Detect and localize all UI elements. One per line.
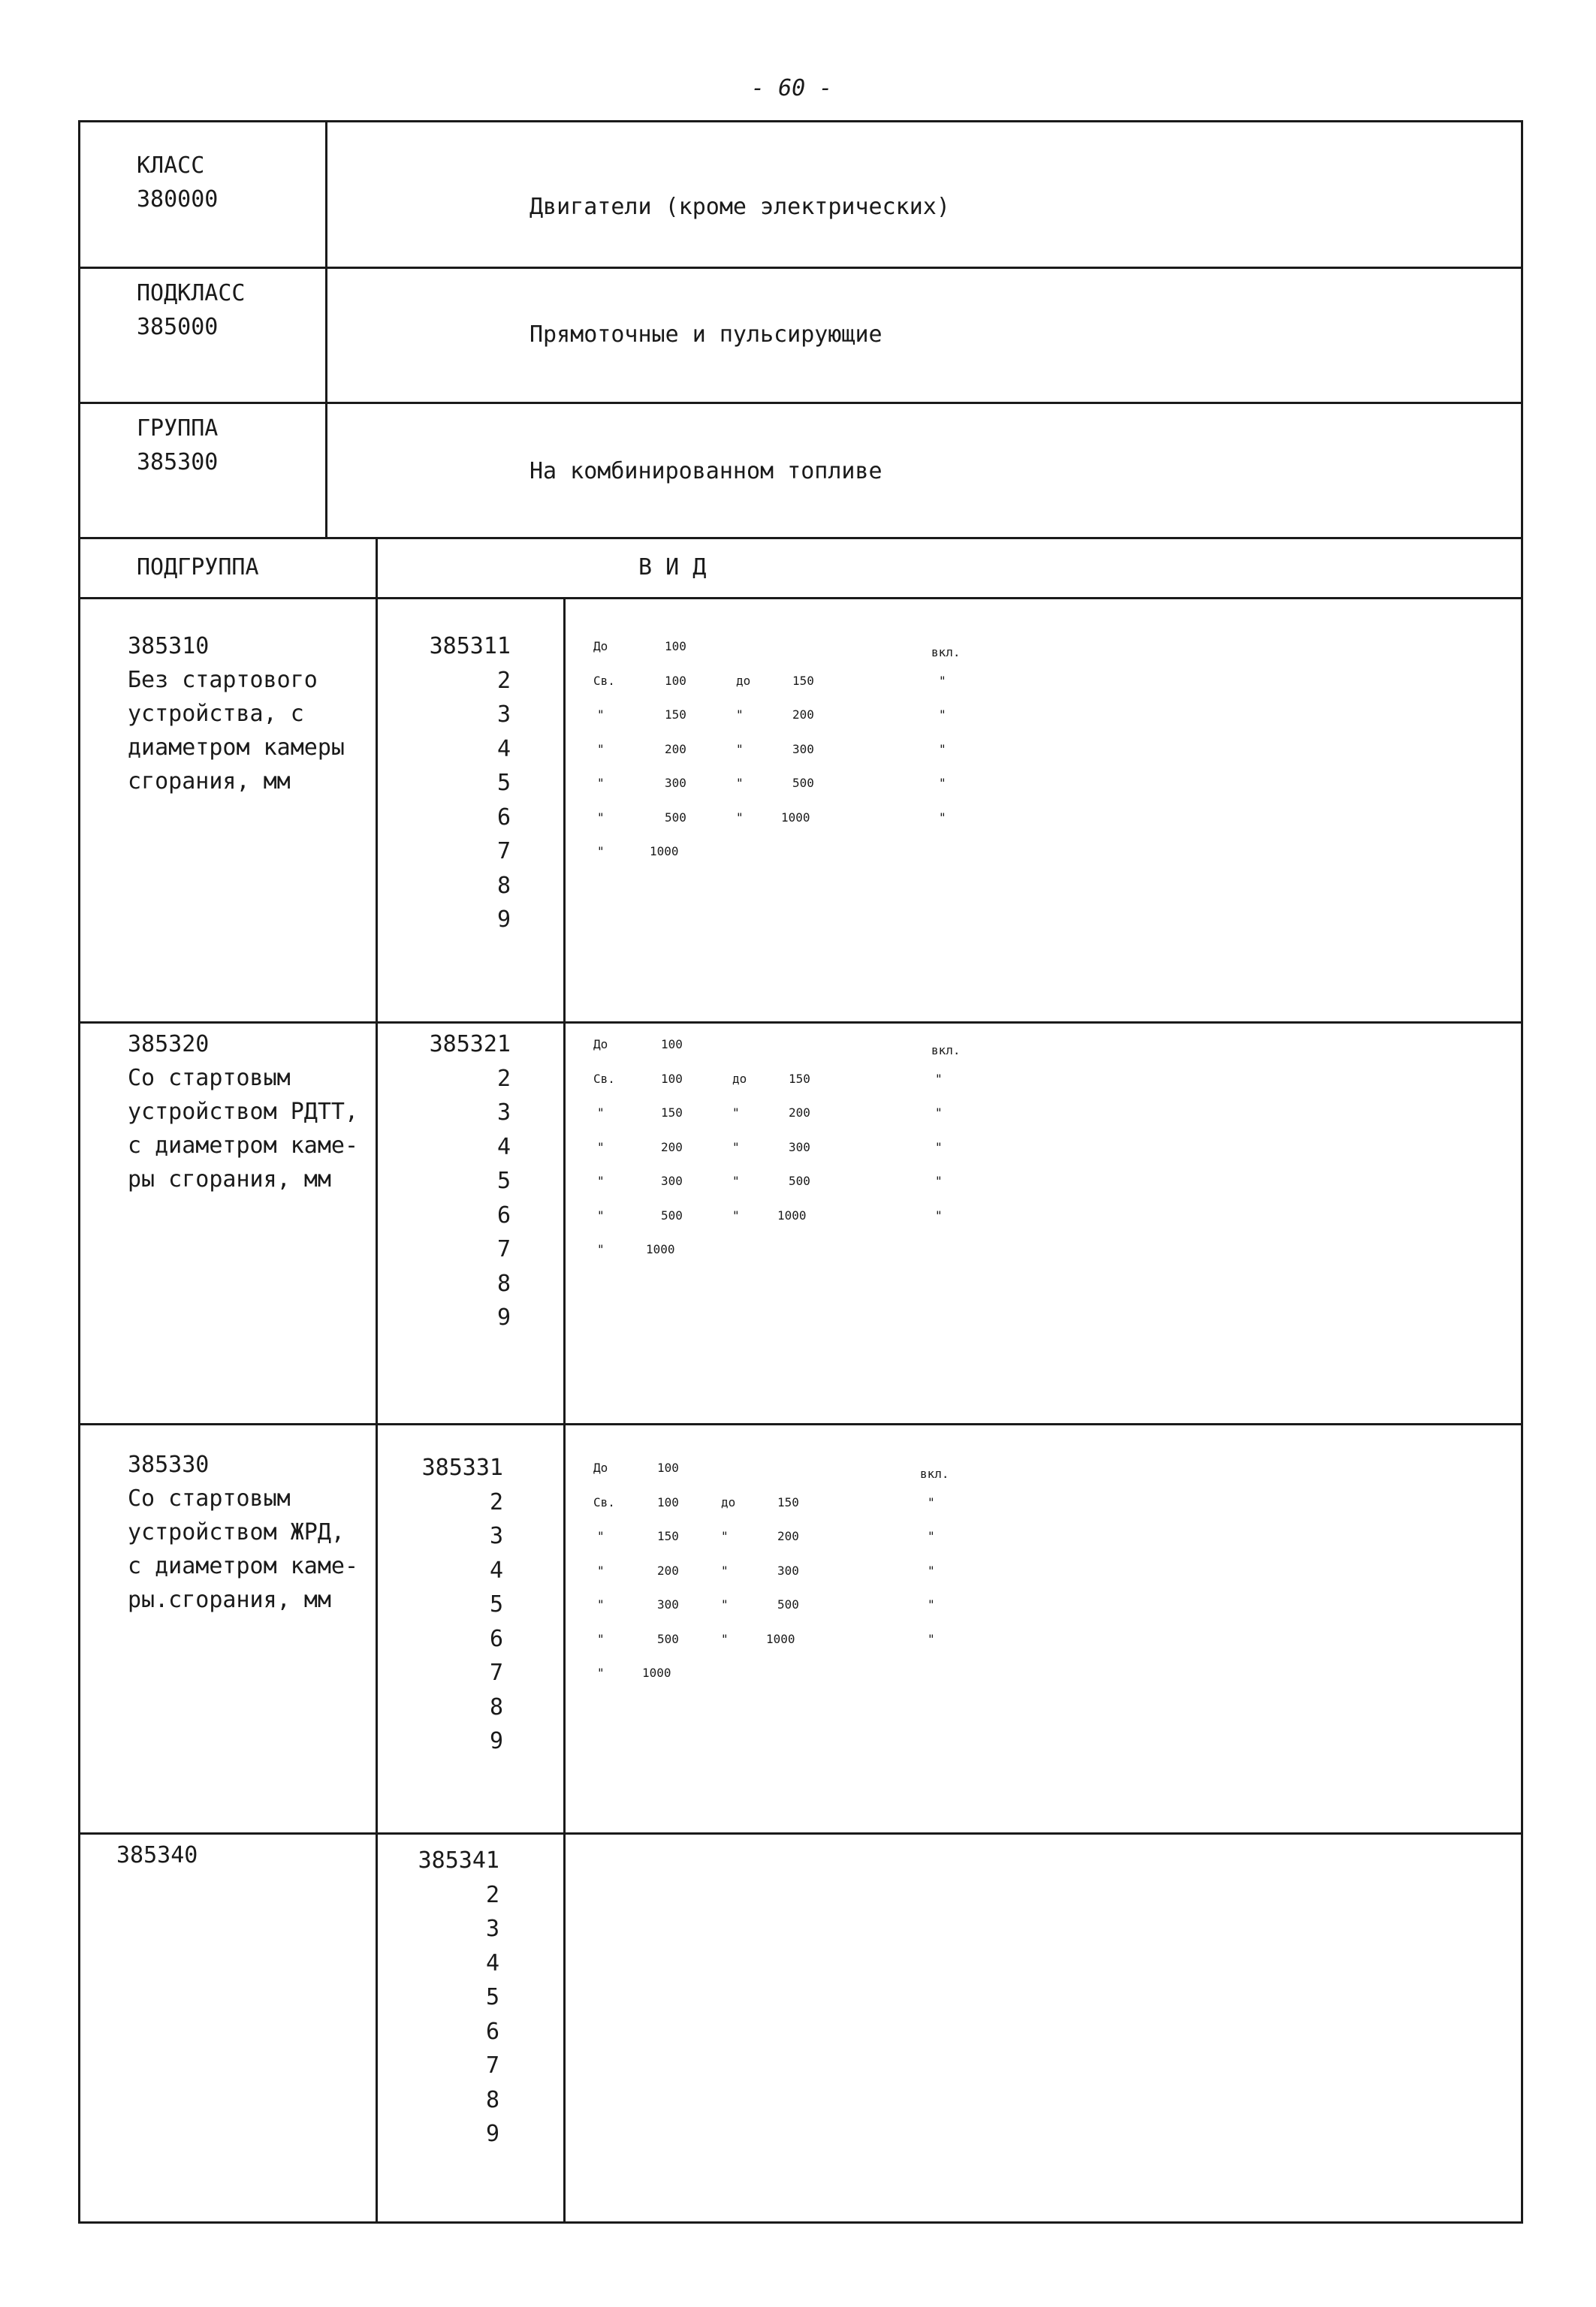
- vid-code: 385311: [429, 633, 511, 659]
- group-code: 385300: [137, 449, 219, 475]
- vid-code: 7: [485, 2052, 499, 2079]
- vid-code: 2: [485, 1881, 499, 1908]
- vid-code: 3: [496, 1099, 511, 1126]
- subclass-title: Прямоточные и пульсирующие: [529, 321, 882, 348]
- class-label: КЛАСС: [137, 152, 205, 179]
- vid-code: 4: [489, 1557, 503, 1584]
- vid-code: 4: [496, 735, 511, 762]
- vid-code: 5: [489, 1591, 503, 1618]
- header-column-divider: [325, 120, 327, 538]
- subgroup-column-divider: [376, 537, 378, 2223]
- subgroup-description: Со стартовым устройством РДТТ, с диаметром каме-ры сгорания, мм: [128, 1065, 359, 1193]
- vid-code: 2: [496, 667, 511, 694]
- class-cell: [137, 149, 218, 216]
- row-divider-1: [78, 1021, 1523, 1024]
- subclass-code: 385000: [137, 314, 219, 340]
- vid-code: 6: [496, 1202, 511, 1229]
- subgroup-description: Со стартовым устройством ЖРД, с диаметром каме-ры.сгорания, мм: [128, 1485, 359, 1613]
- vid-code: 4: [496, 1133, 511, 1160]
- vid-code: 3: [496, 701, 511, 728]
- vid-code: 385341: [418, 1847, 499, 1874]
- subclass-divider: [78, 402, 1523, 404]
- vid-code: 8: [485, 2086, 499, 2113]
- subgroup-column-header: ПОДГРУППА: [137, 554, 259, 581]
- class-title: Двигатели (кроме электрических): [529, 194, 950, 220]
- vid-code: 5: [496, 770, 511, 796]
- vid-code: 7: [496, 838, 511, 864]
- class-divider: [78, 267, 1523, 269]
- vid-codes: [391, 1027, 511, 1335]
- table-border-left: [78, 120, 80, 2223]
- row-divider-2: [78, 1423, 1523, 1425]
- group-divider: [78, 537, 1523, 539]
- code-column-divider: [563, 597, 566, 2223]
- table-border-top: [78, 120, 1523, 122]
- page-number: - 60 -: [751, 75, 833, 101]
- vid-code: 4: [485, 1950, 499, 1977]
- group-cell: [137, 412, 218, 479]
- group-label: ГРУППА: [137, 415, 219, 442]
- vid-code: 7: [489, 1660, 503, 1686]
- vid-code: 7: [496, 1236, 511, 1262]
- vid-code: 8: [496, 872, 511, 899]
- vid-code: 9: [496, 906, 511, 933]
- vid-code: 8: [489, 1693, 503, 1720]
- vid-code: 6: [489, 1625, 503, 1652]
- subgroup-code: 385340: [116, 1842, 198, 1868]
- vid-code: 3: [489, 1523, 503, 1549]
- vid-code: 6: [496, 804, 511, 831]
- vid-code: 9: [485, 2121, 499, 2147]
- vid-codes: [391, 629, 511, 937]
- class-code: 380000: [137, 186, 219, 213]
- table-border-right: [1521, 120, 1523, 2223]
- vid-code: 385331: [421, 1455, 503, 1481]
- vid-code: 8: [496, 1270, 511, 1297]
- vid-column-header: В И Д: [638, 554, 707, 581]
- subclass-cell: [137, 276, 246, 344]
- column-header-divider: [78, 597, 1523, 599]
- row-divider-3: [78, 1832, 1523, 1835]
- subclass-label: ПОДКЛАСС: [137, 280, 246, 306]
- vid-code: 2: [489, 1488, 503, 1515]
- vid-code: 5: [485, 1984, 499, 2010]
- subgroup-code: 385310: [128, 633, 210, 659]
- vid-codes: [379, 1844, 499, 2152]
- group-title: На комбинированном топливе: [529, 458, 882, 484]
- vid-code: 9: [496, 1304, 511, 1331]
- subgroup-code: 385320: [128, 1031, 210, 1057]
- subgroup-code: 385330: [128, 1452, 210, 1478]
- vid-code: 2: [496, 1065, 511, 1092]
- table-border-bottom: [78, 2221, 1523, 2224]
- vid-code: 6: [485, 2018, 499, 2045]
- subgroup-description: Без стартового устройства, с диаметром камеры сгорания, мм: [128, 667, 345, 795]
- vid-codes: [383, 1451, 503, 1759]
- vid-code: 3: [485, 1916, 499, 1942]
- vid-code: 9: [489, 1728, 503, 1754]
- vid-code: 5: [496, 1168, 511, 1194]
- vid-code: 385321: [429, 1031, 511, 1057]
